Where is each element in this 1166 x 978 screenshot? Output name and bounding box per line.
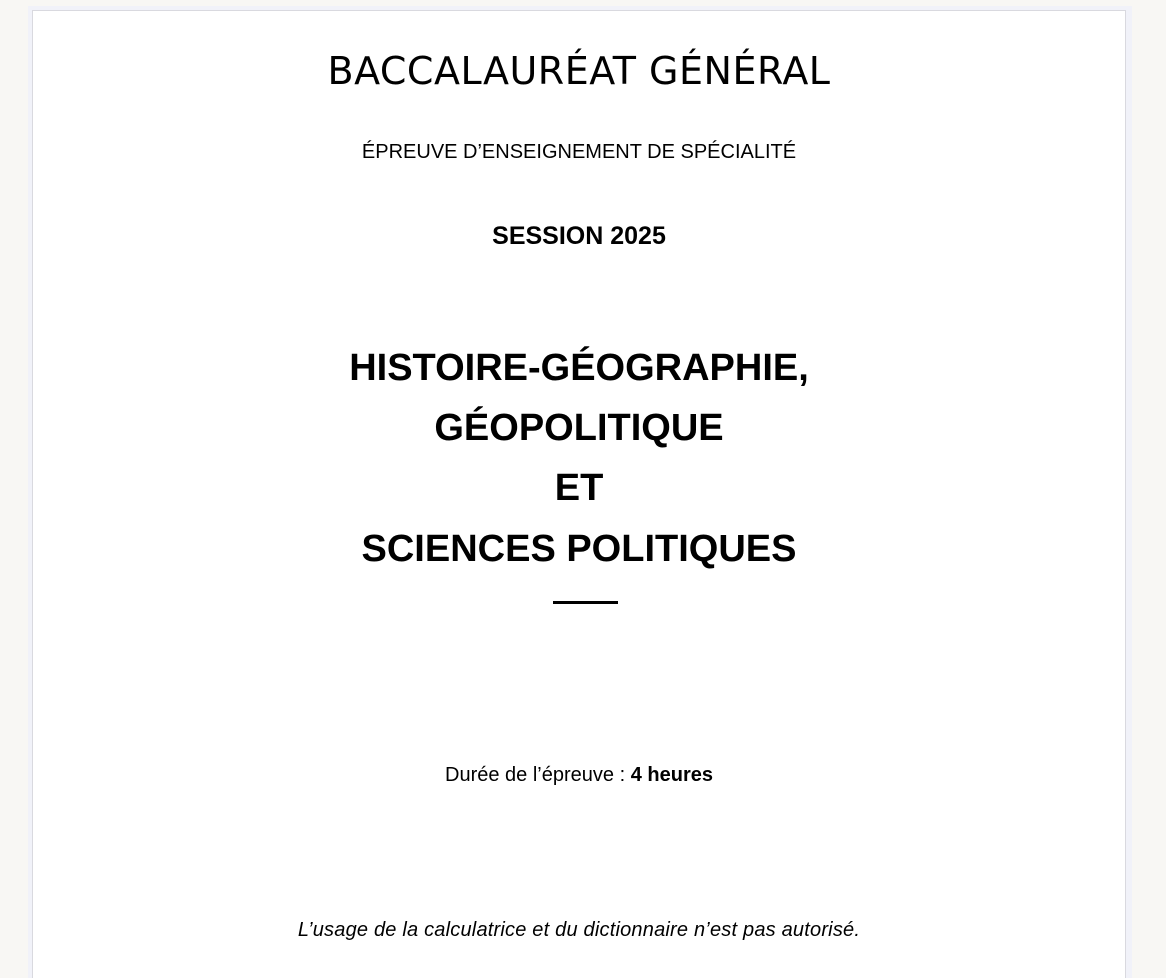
- duration-value: 4 heures: [630, 764, 713, 786]
- subject-line-4: SCIENCES POLITIQUES: [361, 528, 797, 570]
- subject-line-1: HISTOIRE-GÉOGRAPHIE,: [349, 347, 809, 389]
- document-page: [32, 10, 1126, 978]
- exam-subtitle: ÉPREUVE D’ENSEIGNEMENT DE SPÉCIALITÉ: [361, 141, 797, 163]
- exam-title: BACCALAURÉAT GÉNÉRAL: [327, 49, 831, 93]
- subject-line-3: ET: [554, 467, 604, 509]
- session-label: SESSION 2025: [492, 222, 666, 250]
- subject-line-2: GÉOPOLITIQUE: [434, 407, 724, 449]
- exam-duration: [33, 764, 1125, 787]
- calculator-notice: L’usage de la calculatrice et du dictionnaire n’est pas autorisé.: [297, 919, 861, 941]
- duration-label: Durée de l’épreuve :: [445, 764, 631, 786]
- title-divider: [553, 601, 618, 604]
